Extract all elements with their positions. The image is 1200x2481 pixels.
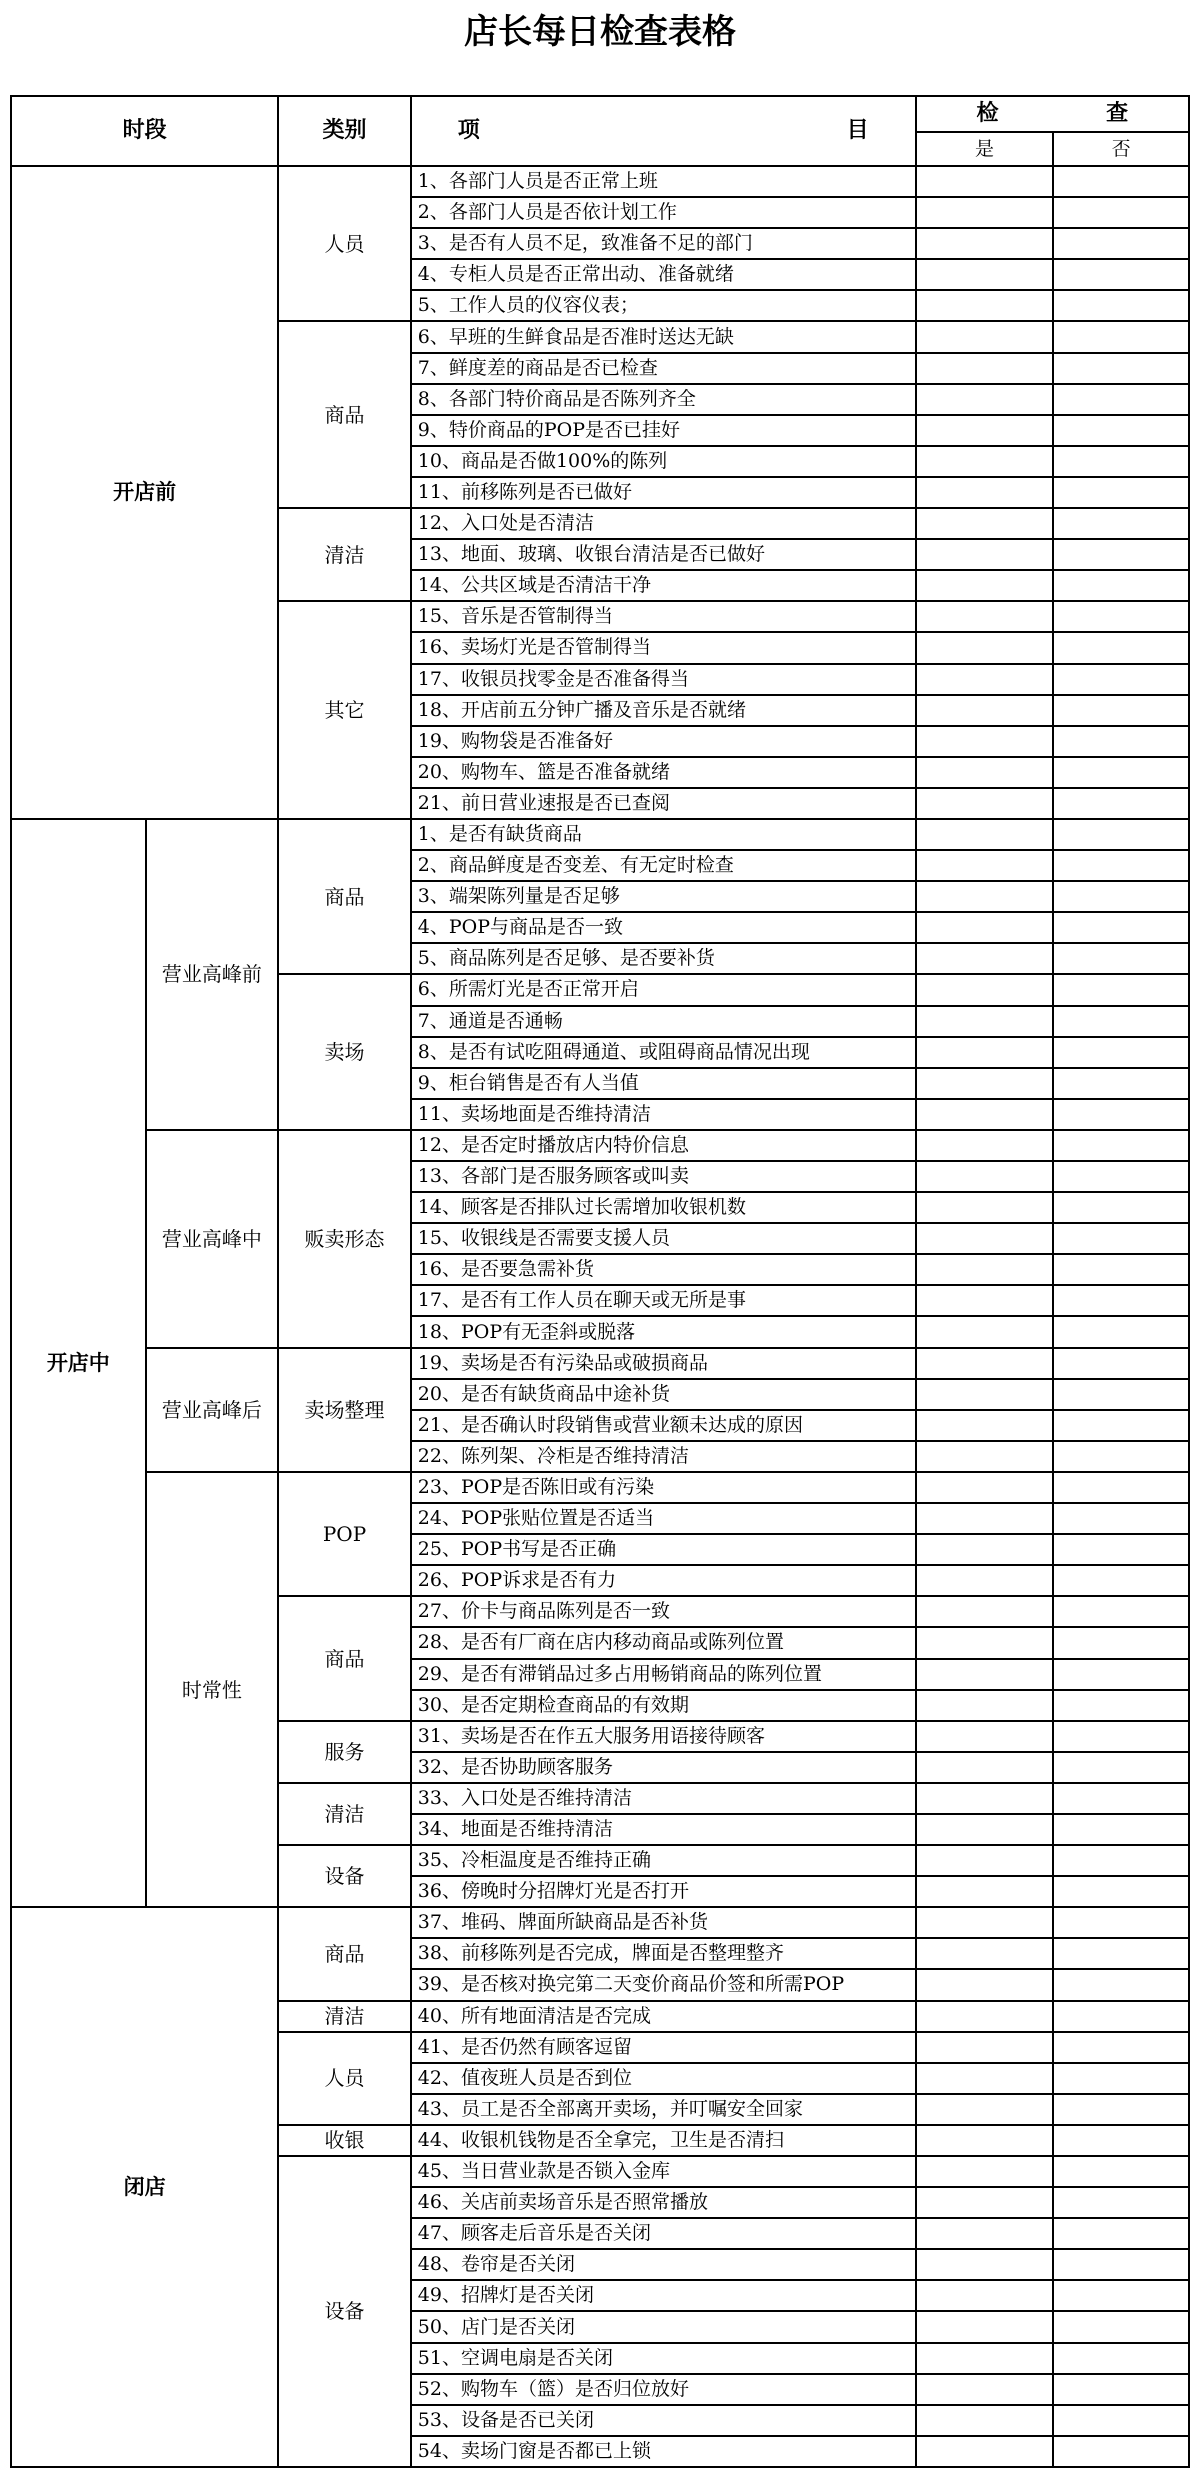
checklist-item: 19、卖场是否有污染品或破损商品 xyxy=(411,1348,916,1379)
check-no-cell[interactable] xyxy=(1053,1006,1189,1037)
checklist-item: 29、是否有滞销品过多占用畅销商品的陈列位置 xyxy=(411,1659,916,1690)
check-yes-cell[interactable] xyxy=(916,819,1054,850)
check-no-cell[interactable] xyxy=(1053,1752,1189,1783)
check-no-cell[interactable] xyxy=(1053,321,1189,352)
check-yes-cell[interactable] xyxy=(916,601,1054,632)
check-no-cell[interactable] xyxy=(1053,1565,1189,1596)
checklist-item: 12、入口处是否清洁 xyxy=(411,508,916,539)
check-no-cell[interactable] xyxy=(1053,2156,1189,2187)
header-category: 类别 xyxy=(278,96,411,166)
check-yes-cell[interactable] xyxy=(916,726,1054,757)
checklist-item: 44、收银机钱物是否全拿完，卫生是否清扫 xyxy=(411,2125,916,2156)
checklist-item: 39、是否核对换完第二天变价商品价签和所需POP xyxy=(411,1969,916,2000)
section-cell: 开店中 xyxy=(11,819,146,1907)
checklist-item: 12、是否定时播放店内特价信息 xyxy=(411,1130,916,1161)
check-yes-cell[interactable] xyxy=(916,2032,1054,2063)
checklist-item: 9、柜台销售是否有人当值 xyxy=(411,1068,916,1099)
check-no-cell[interactable] xyxy=(1053,2125,1189,2156)
subperiod-cell: 营业高峰中 xyxy=(146,1130,279,1348)
category-cell: 其它 xyxy=(278,601,411,819)
check-yes-cell[interactable] xyxy=(916,2125,1054,2156)
checklist-item: 42、值夜班人员是否到位 xyxy=(411,2063,916,2094)
checklist-item: 45、当日营业款是否锁入金库 xyxy=(411,2156,916,2187)
checklist-table xyxy=(10,95,1190,2468)
checklist-item: 13、地面、玻璃、收银台清洁是否已做好 xyxy=(411,539,916,570)
checklist-item: 50、店门是否关闭 xyxy=(411,2311,916,2342)
checklist-item: 38、前移陈列是否完成，牌面是否整理整齐 xyxy=(411,1938,916,1969)
check-no-cell[interactable] xyxy=(1053,1472,1189,1503)
check-no-cell[interactable] xyxy=(1053,2374,1189,2405)
checklist-item: 2、各部门人员是否依计划工作 xyxy=(411,197,916,228)
check-yes-cell[interactable] xyxy=(916,1721,1054,1752)
check-yes-cell[interactable] xyxy=(916,2280,1054,2311)
check-no-cell[interactable] xyxy=(1053,1814,1189,1845)
check-no-cell[interactable] xyxy=(1053,197,1189,228)
checklist-item: 41、是否仍然有顾客逗留 xyxy=(411,2032,916,2063)
checklist-item: 14、公共区域是否清洁干净 xyxy=(411,570,916,601)
header-check-right: 查 xyxy=(1106,101,1129,127)
check-no-cell[interactable] xyxy=(1053,353,1189,384)
check-yes-cell[interactable] xyxy=(916,1783,1054,1814)
check-yes-cell[interactable] xyxy=(916,197,1054,228)
category-cell: 商品 xyxy=(278,1907,411,2000)
check-no-cell[interactable] xyxy=(1053,788,1189,819)
checklist-item: 5、商品陈列是否足够、是否要补货 xyxy=(411,943,916,974)
check-no-cell[interactable] xyxy=(1053,757,1189,788)
check-no-cell[interactable] xyxy=(1053,2218,1189,2249)
check-yes-cell[interactable] xyxy=(916,2063,1054,2094)
checklist-item: 54、卖场门窗是否都已上锁 xyxy=(411,2436,916,2467)
check-no-cell[interactable] xyxy=(1053,1192,1189,1223)
check-no-cell[interactable] xyxy=(1053,1254,1189,1285)
header-yes: 是 xyxy=(916,132,1054,166)
check-no-cell[interactable] xyxy=(1053,664,1189,695)
check-no-cell[interactable] xyxy=(1053,943,1189,974)
checklist-item: 3、端架陈列量是否足够 xyxy=(411,881,916,912)
header-check-left: 检 xyxy=(976,101,999,127)
checklist-item: 1、各部门人员是否正常上班 xyxy=(411,166,916,197)
check-yes-cell[interactable] xyxy=(916,228,1054,259)
checklist-item: 23、POP是否陈旧或有污染 xyxy=(411,1472,916,1503)
checklist-item: 19、购物袋是否准备好 xyxy=(411,726,916,757)
check-no-cell[interactable] xyxy=(1053,570,1189,601)
check-yes-cell[interactable] xyxy=(916,1534,1054,1565)
check-no-cell[interactable] xyxy=(1053,446,1189,477)
category-cell: 设备 xyxy=(278,2156,411,2467)
checklist-item: 18、开店前五分钟广播及音乐是否就绪 xyxy=(411,695,916,726)
check-yes-cell[interactable] xyxy=(916,166,1054,197)
checklist-item: 11、卖场地面是否维持清洁 xyxy=(411,1099,916,1130)
check-yes-cell[interactable] xyxy=(916,1285,1054,1316)
checklist-item: 8、各部门特价商品是否陈列齐全 xyxy=(411,384,916,415)
check-no-cell[interactable] xyxy=(1053,1379,1189,1410)
checklist-item: 7、鲜度差的商品是否已检查 xyxy=(411,353,916,384)
category-cell: 商品 xyxy=(278,321,411,508)
check-no-cell[interactable] xyxy=(1053,1099,1189,1130)
checklist-item: 26、POP诉求是否有力 xyxy=(411,1565,916,1596)
check-yes-cell[interactable] xyxy=(916,1969,1054,2000)
check-no-cell[interactable] xyxy=(1053,477,1189,508)
check-yes-cell[interactable] xyxy=(916,2156,1054,2187)
check-no-cell[interactable] xyxy=(1053,632,1189,663)
checklist-item: 36、傍晚时分招牌灯光是否打开 xyxy=(411,1876,916,1907)
check-yes-cell[interactable] xyxy=(916,508,1054,539)
header-period: 时段 xyxy=(11,96,278,166)
checklist-item: 9、特价商品的POP是否已挂好 xyxy=(411,415,916,446)
checklist-item: 10、商品是否做100%的陈列 xyxy=(411,446,916,477)
checklist-item: 37、堆码、牌面所缺商品是否补货 xyxy=(411,1907,916,1938)
check-yes-cell[interactable] xyxy=(916,850,1054,881)
check-yes-cell[interactable] xyxy=(916,664,1054,695)
checklist-item: 13、各部门是否服务顾客或叫卖 xyxy=(411,1161,916,1192)
check-yes-cell[interactable] xyxy=(916,881,1054,912)
check-no-cell[interactable] xyxy=(1053,974,1189,1005)
check-no-cell[interactable] xyxy=(1053,819,1189,850)
checklist-item: 34、地面是否维持清洁 xyxy=(411,1814,916,1845)
checklist-item: 6、早班的生鲜食品是否准时送达无缺 xyxy=(411,321,916,352)
check-no-cell[interactable] xyxy=(1053,881,1189,912)
check-yes-cell[interactable] xyxy=(916,1565,1054,1596)
category-cell: 卖场 xyxy=(278,974,411,1129)
category-cell: 清洁 xyxy=(278,2001,411,2032)
check-no-cell[interactable] xyxy=(1053,1659,1189,1690)
checklist-item: 47、顾客走后音乐是否关闭 xyxy=(411,2218,916,2249)
check-no-cell[interactable] xyxy=(1053,1596,1189,1627)
check-no-cell[interactable] xyxy=(1053,1441,1189,1472)
category-cell: 设备 xyxy=(278,1845,411,1907)
check-yes-cell[interactable] xyxy=(916,353,1054,384)
check-yes-cell[interactable] xyxy=(916,1845,1054,1876)
check-yes-cell[interactable] xyxy=(916,632,1054,663)
section-cell: 闭店 xyxy=(11,1907,278,2467)
check-yes-cell[interactable] xyxy=(916,943,1054,974)
check-no-cell[interactable] xyxy=(1053,166,1189,197)
check-no-cell[interactable] xyxy=(1053,601,1189,632)
header-check xyxy=(916,96,1189,132)
checklist-item: 18、POP有无歪斜或脱落 xyxy=(411,1316,916,1347)
checklist-item: 32、是否协助顾客服务 xyxy=(411,1752,916,1783)
check-yes-cell[interactable] xyxy=(916,570,1054,601)
checklist-item: 30、是否定期检查商品的有效期 xyxy=(411,1690,916,1721)
category-cell: 贩卖形态 xyxy=(278,1130,411,1348)
check-yes-cell[interactable] xyxy=(916,2094,1054,2125)
check-yes-cell[interactable] xyxy=(916,1472,1054,1503)
header-item xyxy=(411,96,916,166)
check-yes-cell[interactable] xyxy=(916,1410,1054,1441)
check-no-cell[interactable] xyxy=(1053,2436,1189,2467)
category-cell: POP xyxy=(278,1472,411,1596)
category-cell: 商品 xyxy=(278,1596,411,1720)
check-yes-cell[interactable] xyxy=(916,1068,1054,1099)
checklist-item: 14、顾客是否排队过长需增加收银机数 xyxy=(411,1192,916,1223)
check-no-cell[interactable] xyxy=(1053,2405,1189,2436)
checklist-item: 46、关店前卖场音乐是否照常播放 xyxy=(411,2187,916,2218)
check-yes-cell[interactable] xyxy=(916,1037,1054,1068)
checklist-item: 4、POP与商品是否一致 xyxy=(411,912,916,943)
checklist-item: 6、所需灯光是否正常开启 xyxy=(411,974,916,1005)
check-no-cell[interactable] xyxy=(1053,290,1189,321)
checklist-item: 8、是否有试吃阻碍通道、或阻碍商品情况出现 xyxy=(411,1037,916,1068)
checklist-item: 25、POP书写是否正确 xyxy=(411,1534,916,1565)
subperiod-cell: 时常性 xyxy=(146,1472,279,1907)
checklist-item: 11、前移陈列是否已做好 xyxy=(411,477,916,508)
check-yes-cell[interactable] xyxy=(916,321,1054,352)
check-yes-cell[interactable] xyxy=(916,1316,1054,1347)
checklist-item: 17、是否有工作人员在聊天或无所是事 xyxy=(411,1285,916,1316)
check-yes-cell[interactable] xyxy=(916,2405,1054,2436)
check-yes-cell[interactable] xyxy=(916,290,1054,321)
checklist-item: 5、工作人员的仪容仪表； xyxy=(411,290,916,321)
check-no-cell[interactable] xyxy=(1053,1845,1189,1876)
check-yes-cell[interactable] xyxy=(916,695,1054,726)
check-no-cell[interactable] xyxy=(1053,1223,1189,1254)
check-yes-cell[interactable] xyxy=(916,1596,1054,1627)
check-no-cell[interactable] xyxy=(1053,1690,1189,1721)
check-yes-cell[interactable] xyxy=(916,1006,1054,1037)
check-no-cell[interactable] xyxy=(1053,912,1189,943)
check-yes-cell[interactable] xyxy=(916,1814,1054,1845)
check-no-cell[interactable] xyxy=(1053,1783,1189,1814)
check-yes-cell[interactable] xyxy=(916,1876,1054,1907)
check-no-cell[interactable] xyxy=(1053,2187,1189,2218)
check-no-cell[interactable] xyxy=(1053,415,1189,446)
checklist-item: 52、购物车（篮）是否归位放好 xyxy=(411,2374,916,2405)
check-yes-cell[interactable] xyxy=(916,1379,1054,1410)
checklist-item: 28、是否有厂商在店内移动商品或陈列位置 xyxy=(411,1627,916,1658)
check-yes-cell[interactable] xyxy=(916,788,1054,819)
check-yes-cell[interactable] xyxy=(916,1130,1054,1161)
category-cell: 人员 xyxy=(278,2032,411,2125)
checklist-item: 15、收银线是否需要支援人员 xyxy=(411,1223,916,1254)
check-no-cell[interactable] xyxy=(1053,1348,1189,1379)
checklist-item: 7、通道是否通畅 xyxy=(411,1006,916,1037)
checklist-item: 24、POP张贴位置是否适当 xyxy=(411,1503,916,1534)
check-yes-cell[interactable] xyxy=(916,1690,1054,1721)
checklist-item: 43、员工是否全部离开卖场，并叮嘱安全回家 xyxy=(411,2094,916,2125)
header-item-left: 项 xyxy=(457,118,480,143)
checklist-item: 33、入口处是否维持清洁 xyxy=(411,1783,916,1814)
check-no-cell[interactable] xyxy=(1053,2063,1189,2094)
check-yes-cell[interactable] xyxy=(916,1627,1054,1658)
check-no-cell[interactable] xyxy=(1053,508,1189,539)
check-yes-cell[interactable] xyxy=(916,2249,1054,2280)
check-yes-cell[interactable] xyxy=(916,1099,1054,1130)
check-yes-cell[interactable] xyxy=(916,477,1054,508)
checklist-item: 40、所有地面清洁是否完成 xyxy=(411,2001,916,2032)
checklist-item: 15、音乐是否管制得当 xyxy=(411,601,916,632)
check-yes-cell[interactable] xyxy=(916,2187,1054,2218)
header-no: 否 xyxy=(1053,132,1189,166)
category-cell: 清洁 xyxy=(278,1783,411,1845)
check-no-cell[interactable] xyxy=(1053,1534,1189,1565)
check-no-cell[interactable] xyxy=(1053,2001,1189,2032)
page-title: 店长每日检查表格 xyxy=(464,12,736,52)
check-no-cell[interactable] xyxy=(1053,1068,1189,1099)
check-no-cell[interactable] xyxy=(1053,1876,1189,1907)
check-no-cell[interactable] xyxy=(1053,228,1189,259)
check-yes-cell[interactable] xyxy=(916,415,1054,446)
subperiod-cell: 营业高峰后 xyxy=(146,1348,279,1472)
check-yes-cell[interactable] xyxy=(916,757,1054,788)
check-no-cell[interactable] xyxy=(1053,1130,1189,1161)
check-no-cell[interactable] xyxy=(1053,539,1189,570)
check-no-cell[interactable] xyxy=(1053,1721,1189,1752)
check-yes-cell[interactable] xyxy=(916,912,1054,943)
check-yes-cell[interactable] xyxy=(916,2343,1054,2374)
check-no-cell[interactable] xyxy=(1053,1627,1189,1658)
check-no-cell[interactable] xyxy=(1053,2280,1189,2311)
header-item-right: 目 xyxy=(846,118,869,143)
checklist-item: 20、购物车、篮是否准备就绪 xyxy=(411,757,916,788)
check-yes-cell[interactable] xyxy=(916,384,1054,415)
checklist-item: 21、前日营业速报是否已查阅 xyxy=(411,788,916,819)
check-no-cell[interactable] xyxy=(1053,2311,1189,2342)
check-yes-cell[interactable] xyxy=(916,1223,1054,1254)
check-yes-cell[interactable] xyxy=(916,1752,1054,1783)
check-yes-cell[interactable] xyxy=(916,2001,1054,2032)
checklist-item: 48、卷帘是否关闭 xyxy=(411,2249,916,2280)
check-no-cell[interactable] xyxy=(1053,1316,1189,1347)
check-no-cell[interactable] xyxy=(1053,1410,1189,1441)
check-no-cell[interactable] xyxy=(1053,695,1189,726)
check-yes-cell[interactable] xyxy=(916,539,1054,570)
checklist-item: 22、陈列架、冷柜是否维持清洁 xyxy=(411,1441,916,1472)
check-no-cell[interactable] xyxy=(1053,1161,1189,1192)
check-yes-cell[interactable] xyxy=(916,1938,1054,1969)
check-yes-cell[interactable] xyxy=(916,259,1054,290)
check-yes-cell[interactable] xyxy=(916,974,1054,1005)
check-no-cell[interactable] xyxy=(1053,2249,1189,2280)
checklist-item: 4、专柜人员是否正常出动、准备就绪 xyxy=(411,259,916,290)
check-no-cell[interactable] xyxy=(1053,1037,1189,1068)
checklist-item: 2、商品鲜度是否变差、有无定时检查 xyxy=(411,850,916,881)
category-cell: 卖场整理 xyxy=(278,1348,411,1472)
check-yes-cell[interactable] xyxy=(916,446,1054,477)
check-yes-cell[interactable] xyxy=(916,2374,1054,2405)
check-no-cell[interactable] xyxy=(1053,384,1189,415)
checklist-item: 21、是否确认时段销售或营业额未达成的原因 xyxy=(411,1410,916,1441)
check-yes-cell[interactable] xyxy=(916,1254,1054,1285)
checklist-item: 35、冷柜温度是否维持正确 xyxy=(411,1845,916,1876)
check-no-cell[interactable] xyxy=(1053,726,1189,757)
checklist-item: 53、设备是否已关闭 xyxy=(411,2405,916,2436)
category-cell: 服务 xyxy=(278,1721,411,1783)
check-yes-cell[interactable] xyxy=(916,1161,1054,1192)
section-cell: 开店前 xyxy=(11,166,278,819)
checklist-item: 49、招牌灯是否关闭 xyxy=(411,2280,916,2311)
check-no-cell[interactable] xyxy=(1053,1503,1189,1534)
checklist-item: 27、价卡与商品陈列是否一致 xyxy=(411,1596,916,1627)
checklist-item: 16、卖场灯光是否管制得当 xyxy=(411,632,916,663)
category-cell: 收银 xyxy=(278,2125,411,2156)
check-no-cell[interactable] xyxy=(1053,2032,1189,2063)
check-yes-cell[interactable] xyxy=(916,1503,1054,1534)
check-no-cell[interactable] xyxy=(1053,2343,1189,2374)
check-no-cell[interactable] xyxy=(1053,1969,1189,2000)
check-no-cell[interactable] xyxy=(1053,1907,1189,1938)
check-yes-cell[interactable] xyxy=(916,1348,1054,1379)
subperiod-cell: 营业高峰前 xyxy=(146,819,279,1130)
check-yes-cell[interactable] xyxy=(916,2218,1054,2249)
checklist-item: 20、是否有缺货商品中途补货 xyxy=(411,1379,916,1410)
checklist-item: 51、空调电扇是否关闭 xyxy=(411,2343,916,2374)
check-yes-cell[interactable] xyxy=(916,1907,1054,1938)
check-yes-cell[interactable] xyxy=(916,1192,1054,1223)
checklist-item: 3、是否有人员不足，致准备不足的部门 xyxy=(411,228,916,259)
check-no-cell[interactable] xyxy=(1053,850,1189,881)
checklist-item: 17、收银员找零金是否准备得当 xyxy=(411,664,916,695)
check-yes-cell[interactable] xyxy=(916,1441,1054,1472)
category-cell: 人员 xyxy=(278,166,411,321)
check-yes-cell[interactable] xyxy=(916,1659,1054,1690)
checklist-item: 31、卖场是否在作五大服务用语接待顾客 xyxy=(411,1721,916,1752)
check-no-cell[interactable] xyxy=(1053,259,1189,290)
check-no-cell[interactable] xyxy=(1053,2094,1189,2125)
check-yes-cell[interactable] xyxy=(916,2436,1054,2467)
check-yes-cell[interactable] xyxy=(916,2311,1054,2342)
check-no-cell[interactable] xyxy=(1053,1285,1189,1316)
category-cell: 商品 xyxy=(278,819,411,974)
checklist-item: 1、是否有缺货商品 xyxy=(411,819,916,850)
category-cell: 清洁 xyxy=(278,508,411,601)
check-no-cell[interactable] xyxy=(1053,1938,1189,1969)
checklist-item: 16、是否要急需补货 xyxy=(411,1254,916,1285)
